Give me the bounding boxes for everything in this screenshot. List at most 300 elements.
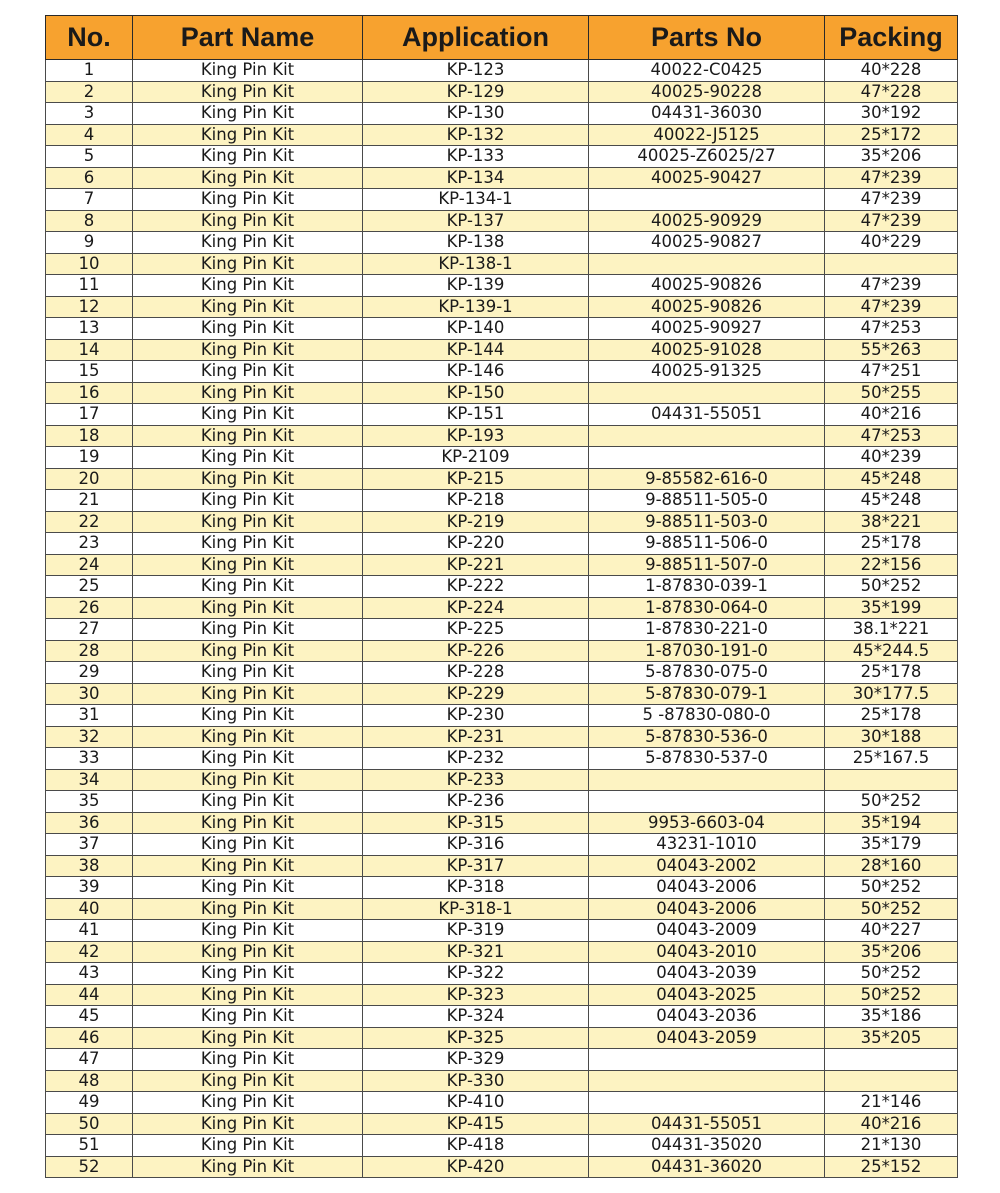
- cell-no: 4: [46, 124, 133, 146]
- cell-parts-no: 04431-35020: [589, 1135, 825, 1157]
- cell-application: KP-151: [363, 404, 589, 426]
- cell-parts-no: [589, 382, 825, 404]
- cell-part-name: King Pin Kit: [133, 167, 363, 189]
- table-row: [46, 941, 958, 963]
- cell-parts-no: 04043-2059: [589, 1027, 825, 1049]
- cell-packing: 35*206: [825, 146, 958, 168]
- table-row: [46, 576, 958, 598]
- cell-part-name: King Pin Kit: [133, 1070, 363, 1092]
- cell-part-name: King Pin Kit: [133, 705, 363, 727]
- table-row: [46, 662, 958, 684]
- cell-parts-no: 9-88511-506-0: [589, 533, 825, 555]
- cell-parts-no: [589, 1092, 825, 1114]
- cell-application: KP-228: [363, 662, 589, 684]
- table-row: [46, 640, 958, 662]
- cell-parts-no: 04043-2039: [589, 963, 825, 985]
- table-row: [46, 1156, 958, 1178]
- cell-application: KP-322: [363, 963, 589, 985]
- table-row: [46, 468, 958, 490]
- cell-part-name: King Pin Kit: [133, 447, 363, 469]
- table-row: [46, 791, 958, 813]
- table-row: [46, 146, 958, 168]
- cell-packing: 45*244.5: [825, 640, 958, 662]
- table-row: [46, 275, 958, 297]
- cell-part-name: King Pin Kit: [133, 855, 363, 877]
- cell-no: 8: [46, 210, 133, 232]
- cell-part-name: King Pin Kit: [133, 210, 363, 232]
- cell-part-name: King Pin Kit: [133, 382, 363, 404]
- cell-application: KP-410: [363, 1092, 589, 1114]
- table-row: [46, 1049, 958, 1071]
- table-row: [46, 189, 958, 211]
- table-row: [46, 769, 958, 791]
- cell-part-name: King Pin Kit: [133, 597, 363, 619]
- cell-part-name: King Pin Kit: [133, 619, 363, 641]
- cell-packing: 35*194: [825, 812, 958, 834]
- cell-no: 5: [46, 146, 133, 168]
- cell-application: KP-132: [363, 124, 589, 146]
- cell-parts-no: 5-87830-537-0: [589, 748, 825, 770]
- cell-part-name: King Pin Kit: [133, 60, 363, 82]
- cell-parts-no: 40025-90827: [589, 232, 825, 254]
- cell-part-name: King Pin Kit: [133, 296, 363, 318]
- cell-packing: 40*229: [825, 232, 958, 254]
- cell-parts-no: 9-88511-505-0: [589, 490, 825, 512]
- cell-no: 38: [46, 855, 133, 877]
- cell-no: 16: [46, 382, 133, 404]
- cell-application: KP-144: [363, 339, 589, 361]
- cell-no: 32: [46, 726, 133, 748]
- cell-application: KP-330: [363, 1070, 589, 1092]
- cell-no: 29: [46, 662, 133, 684]
- table-body: [46, 60, 958, 1178]
- cell-packing: 35*199: [825, 597, 958, 619]
- cell-application: KP-420: [363, 1156, 589, 1178]
- cell-part-name: King Pin Kit: [133, 640, 363, 662]
- table-row: [46, 232, 958, 254]
- cell-packing: 50*252: [825, 877, 958, 899]
- cell-no: 33: [46, 748, 133, 770]
- cell-part-name: King Pin Kit: [133, 232, 363, 254]
- cell-parts-no: 04043-2009: [589, 920, 825, 942]
- cell-part-name: King Pin Kit: [133, 361, 363, 383]
- cell-application: KP-219: [363, 511, 589, 533]
- cell-no: 37: [46, 834, 133, 856]
- cell-application: KP-123: [363, 60, 589, 82]
- cell-parts-no: 04043-2025: [589, 984, 825, 1006]
- cell-no: 46: [46, 1027, 133, 1049]
- cell-no: 28: [46, 640, 133, 662]
- table-row: [46, 210, 958, 232]
- cell-part-name: King Pin Kit: [133, 834, 363, 856]
- cell-part-name: King Pin Kit: [133, 468, 363, 490]
- table-row: [46, 490, 958, 512]
- cell-part-name: King Pin Kit: [133, 189, 363, 211]
- cell-parts-no: 5-87830-536-0: [589, 726, 825, 748]
- cell-part-name: King Pin Kit: [133, 769, 363, 791]
- cell-part-name: King Pin Kit: [133, 339, 363, 361]
- cell-part-name: King Pin Kit: [133, 812, 363, 834]
- cell-packing: 55*263: [825, 339, 958, 361]
- table-row: [46, 855, 958, 877]
- table-row: [46, 877, 958, 899]
- cell-parts-no: 04043-2006: [589, 877, 825, 899]
- table-row: [46, 382, 958, 404]
- cell-part-name: King Pin Kit: [133, 490, 363, 512]
- header-packing: Packing: [825, 16, 958, 60]
- cell-no: 6: [46, 167, 133, 189]
- cell-parts-no: 5-87830-079-1: [589, 683, 825, 705]
- cell-no: 50: [46, 1113, 133, 1135]
- cell-no: 41: [46, 920, 133, 942]
- cell-packing: 35*206: [825, 941, 958, 963]
- cell-application: KP-233: [363, 769, 589, 791]
- cell-packing: 47*239: [825, 210, 958, 232]
- table-row: [46, 920, 958, 942]
- cell-application: KP-324: [363, 1006, 589, 1028]
- cell-parts-no: 9953-6603-04: [589, 812, 825, 834]
- cell-part-name: King Pin Kit: [133, 941, 363, 963]
- cell-no: 11: [46, 275, 133, 297]
- cell-parts-no: 04431-36030: [589, 103, 825, 125]
- cell-parts-no: [589, 189, 825, 211]
- cell-packing: 25*178: [825, 705, 958, 727]
- cell-packing: 50*252: [825, 984, 958, 1006]
- table-row: [46, 812, 958, 834]
- cell-application: KP-224: [363, 597, 589, 619]
- cell-no: 2: [46, 81, 133, 103]
- cell-parts-no: 40025-90929: [589, 210, 825, 232]
- table-row: [46, 361, 958, 383]
- table-row: [46, 253, 958, 275]
- cell-no: 17: [46, 404, 133, 426]
- cell-packing: 50*252: [825, 576, 958, 598]
- cell-no: 24: [46, 554, 133, 576]
- table-row: [46, 318, 958, 340]
- cell-no: 21: [46, 490, 133, 512]
- cell-parts-no: 04431-36020: [589, 1156, 825, 1178]
- cell-no: 30: [46, 683, 133, 705]
- cell-parts-no: 5-87830-075-0: [589, 662, 825, 684]
- cell-packing: [825, 1049, 958, 1071]
- cell-packing: 50*255: [825, 382, 958, 404]
- cell-no: 12: [46, 296, 133, 318]
- cell-parts-no: [589, 253, 825, 275]
- cell-packing: 47*239: [825, 275, 958, 297]
- table-row: [46, 683, 958, 705]
- cell-part-name: King Pin Kit: [133, 1092, 363, 1114]
- cell-no: 39: [46, 877, 133, 899]
- cell-part-name: King Pin Kit: [133, 404, 363, 426]
- cell-no: 10: [46, 253, 133, 275]
- cell-part-name: King Pin Kit: [133, 1049, 363, 1071]
- cell-no: 49: [46, 1092, 133, 1114]
- cell-part-name: King Pin Kit: [133, 877, 363, 899]
- parts-table: [45, 15, 958, 1178]
- cell-part-name: King Pin Kit: [133, 425, 363, 447]
- cell-packing: 47*239: [825, 296, 958, 318]
- cell-no: 1: [46, 60, 133, 82]
- cell-no: 18: [46, 425, 133, 447]
- table-row: [46, 339, 958, 361]
- table-header-row: [46, 16, 958, 60]
- cell-packing: 25*178: [825, 662, 958, 684]
- cell-parts-no: 1-87830-064-0: [589, 597, 825, 619]
- table-row: [46, 167, 958, 189]
- cell-parts-no: [589, 447, 825, 469]
- cell-application: KP-329: [363, 1049, 589, 1071]
- table-row: [46, 1092, 958, 1114]
- cell-no: 31: [46, 705, 133, 727]
- cell-parts-no: 04043-2010: [589, 941, 825, 963]
- header-no: No.: [46, 16, 133, 60]
- cell-part-name: King Pin Kit: [133, 576, 363, 598]
- cell-packing: 50*252: [825, 898, 958, 920]
- cell-no: 42: [46, 941, 133, 963]
- cell-packing: 50*252: [825, 791, 958, 813]
- cell-no: 3: [46, 103, 133, 125]
- cell-parts-no: 40025-91325: [589, 361, 825, 383]
- cell-no: 14: [46, 339, 133, 361]
- table-row: [46, 726, 958, 748]
- cell-no: 40: [46, 898, 133, 920]
- cell-packing: 30*192: [825, 103, 958, 125]
- cell-no: 34: [46, 769, 133, 791]
- table-row: [46, 963, 958, 985]
- cell-application: KP-225: [363, 619, 589, 641]
- cell-parts-no: 40025-90826: [589, 275, 825, 297]
- cell-parts-no: 40025-91028: [589, 339, 825, 361]
- cell-application: KP-232: [363, 748, 589, 770]
- cell-parts-no: 9-88511-507-0: [589, 554, 825, 576]
- cell-part-name: King Pin Kit: [133, 103, 363, 125]
- cell-packing: 22*156: [825, 554, 958, 576]
- header-application: Application: [363, 16, 589, 60]
- cell-packing: 21*130: [825, 1135, 958, 1157]
- cell-part-name: King Pin Kit: [133, 791, 363, 813]
- cell-parts-no: 1-87030-191-0: [589, 640, 825, 662]
- cell-part-name: King Pin Kit: [133, 1135, 363, 1157]
- cell-part-name: King Pin Kit: [133, 1027, 363, 1049]
- cell-packing: [825, 769, 958, 791]
- table-row: [46, 1135, 958, 1157]
- cell-application: KP-323: [363, 984, 589, 1006]
- cell-application: KP-315: [363, 812, 589, 834]
- cell-application: KP-220: [363, 533, 589, 555]
- cell-application: KP-321: [363, 941, 589, 963]
- table-row: [46, 597, 958, 619]
- table-row: [46, 1027, 958, 1049]
- cell-packing: 38*221: [825, 511, 958, 533]
- cell-packing: 25*178: [825, 533, 958, 555]
- cell-part-name: King Pin Kit: [133, 318, 363, 340]
- cell-packing: [825, 1070, 958, 1092]
- cell-parts-no: 43231-1010: [589, 834, 825, 856]
- cell-packing: 25*167.5: [825, 748, 958, 770]
- table-row: [46, 705, 958, 727]
- parts-table-container: [45, 15, 957, 1178]
- cell-application: KP-129: [363, 81, 589, 103]
- cell-application: KP-146: [363, 361, 589, 383]
- cell-no: 48: [46, 1070, 133, 1092]
- cell-application: KP-130: [363, 103, 589, 125]
- cell-part-name: King Pin Kit: [133, 511, 363, 533]
- cell-application: KP-316: [363, 834, 589, 856]
- cell-application: KP-236: [363, 791, 589, 813]
- cell-parts-no: 40022-J5125: [589, 124, 825, 146]
- cell-part-name: King Pin Kit: [133, 662, 363, 684]
- cell-application: KP-139: [363, 275, 589, 297]
- cell-no: 23: [46, 533, 133, 555]
- table-row: [46, 296, 958, 318]
- cell-packing: 45*248: [825, 468, 958, 490]
- cell-application: KP-133: [363, 146, 589, 168]
- cell-parts-no: 1-87830-221-0: [589, 619, 825, 641]
- cell-no: 9: [46, 232, 133, 254]
- cell-parts-no: 40025-90228: [589, 81, 825, 103]
- table-row: [46, 1006, 958, 1028]
- cell-application: KP-318: [363, 877, 589, 899]
- cell-no: 43: [46, 963, 133, 985]
- cell-part-name: King Pin Kit: [133, 920, 363, 942]
- table-row: [46, 447, 958, 469]
- cell-part-name: King Pin Kit: [133, 726, 363, 748]
- cell-part-name: King Pin Kit: [133, 898, 363, 920]
- cell-parts-no: 04043-2036: [589, 1006, 825, 1028]
- cell-parts-no: 40025-Z6025/27: [589, 146, 825, 168]
- table-row: [46, 404, 958, 426]
- cell-application: KP-231: [363, 726, 589, 748]
- cell-parts-no: 9-88511-503-0: [589, 511, 825, 533]
- cell-part-name: King Pin Kit: [133, 275, 363, 297]
- cell-application: KP-193: [363, 425, 589, 447]
- cell-part-name: King Pin Kit: [133, 81, 363, 103]
- cell-packing: [825, 253, 958, 275]
- table-row: [46, 124, 958, 146]
- cell-parts-no: 04431-55051: [589, 404, 825, 426]
- cell-parts-no: 40025-90826: [589, 296, 825, 318]
- cell-application: KP-137: [363, 210, 589, 232]
- cell-no: 44: [46, 984, 133, 1006]
- table-row: [46, 81, 958, 103]
- cell-application: KP-229: [363, 683, 589, 705]
- cell-no: 7: [46, 189, 133, 211]
- cell-packing: 40*239: [825, 447, 958, 469]
- cell-parts-no: 9-85582-616-0: [589, 468, 825, 490]
- cell-packing: 30*188: [825, 726, 958, 748]
- cell-no: 27: [46, 619, 133, 641]
- cell-part-name: King Pin Kit: [133, 1113, 363, 1135]
- cell-packing: 38.1*221: [825, 619, 958, 641]
- cell-no: 20: [46, 468, 133, 490]
- cell-no: 22: [46, 511, 133, 533]
- cell-parts-no: 04043-2006: [589, 898, 825, 920]
- cell-application: KP-138-1: [363, 253, 589, 275]
- cell-no: 51: [46, 1135, 133, 1157]
- cell-application: KP-317: [363, 855, 589, 877]
- table-row: [46, 1070, 958, 1092]
- cell-parts-no: [589, 1049, 825, 1071]
- cell-part-name: King Pin Kit: [133, 963, 363, 985]
- cell-packing: 47*253: [825, 318, 958, 340]
- cell-no: 35: [46, 791, 133, 813]
- cell-packing: 35*186: [825, 1006, 958, 1028]
- table-row: [46, 984, 958, 1006]
- cell-parts-no: [589, 791, 825, 813]
- cell-packing: 47*239: [825, 189, 958, 211]
- cell-application: KP-325: [363, 1027, 589, 1049]
- cell-application: KP-226: [363, 640, 589, 662]
- cell-application: KP-134: [363, 167, 589, 189]
- cell-application: KP-230: [363, 705, 589, 727]
- cell-packing: 40*216: [825, 404, 958, 426]
- cell-application: KP-139-1: [363, 296, 589, 318]
- cell-parts-no: [589, 425, 825, 447]
- cell-part-name: King Pin Kit: [133, 748, 363, 770]
- table-row: [46, 103, 958, 125]
- cell-parts-no: 40025-90427: [589, 167, 825, 189]
- table-row: [46, 748, 958, 770]
- cell-packing: 30*177.5: [825, 683, 958, 705]
- cell-part-name: King Pin Kit: [133, 554, 363, 576]
- cell-packing: 47*251: [825, 361, 958, 383]
- cell-no: 25: [46, 576, 133, 598]
- cell-packing: 50*252: [825, 963, 958, 985]
- cell-packing: 40*227: [825, 920, 958, 942]
- table-row: [46, 834, 958, 856]
- cell-packing: 40*216: [825, 1113, 958, 1135]
- cell-application: KP-140: [363, 318, 589, 340]
- cell-application: KP-2109: [363, 447, 589, 469]
- table-row: [46, 511, 958, 533]
- cell-packing: 21*146: [825, 1092, 958, 1114]
- cell-packing: 35*179: [825, 834, 958, 856]
- cell-application: KP-222: [363, 576, 589, 598]
- cell-part-name: King Pin Kit: [133, 984, 363, 1006]
- cell-parts-no: [589, 1070, 825, 1092]
- cell-application: KP-150: [363, 382, 589, 404]
- cell-application: KP-318-1: [363, 898, 589, 920]
- cell-part-name: King Pin Kit: [133, 533, 363, 555]
- cell-packing: 28*160: [825, 855, 958, 877]
- cell-application: KP-138: [363, 232, 589, 254]
- cell-part-name: King Pin Kit: [133, 146, 363, 168]
- table-row: [46, 898, 958, 920]
- header-parts-no: Parts No: [589, 16, 825, 60]
- cell-no: 13: [46, 318, 133, 340]
- cell-application: KP-221: [363, 554, 589, 576]
- cell-application: KP-134-1: [363, 189, 589, 211]
- cell-packing: 47*228: [825, 81, 958, 103]
- table-row: [46, 425, 958, 447]
- cell-part-name: King Pin Kit: [133, 1006, 363, 1028]
- cell-application: KP-418: [363, 1135, 589, 1157]
- cell-no: 52: [46, 1156, 133, 1178]
- cell-parts-no: 04431-55051: [589, 1113, 825, 1135]
- cell-packing: 47*239: [825, 167, 958, 189]
- cell-application: KP-218: [363, 490, 589, 512]
- header-part-name: Part Name: [133, 16, 363, 60]
- cell-no: 26: [46, 597, 133, 619]
- cell-application: KP-319: [363, 920, 589, 942]
- table-row: [46, 533, 958, 555]
- cell-packing: 35*205: [825, 1027, 958, 1049]
- cell-parts-no: 1-87830-039-1: [589, 576, 825, 598]
- cell-application: KP-215: [363, 468, 589, 490]
- table-row: [46, 554, 958, 576]
- cell-packing: 47*253: [825, 425, 958, 447]
- cell-packing: 40*228: [825, 60, 958, 82]
